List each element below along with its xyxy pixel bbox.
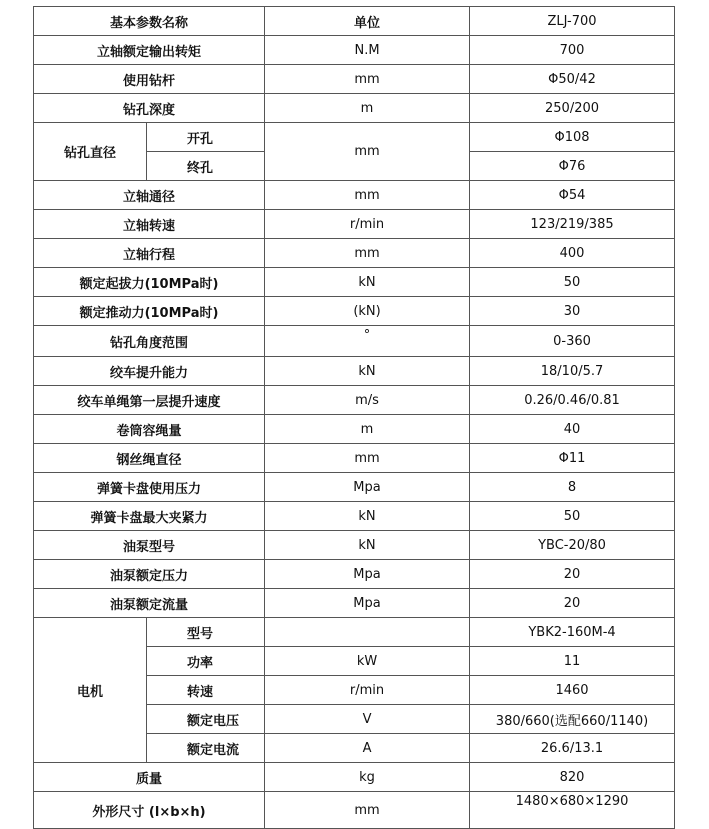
row-unit: Mpa (265, 473, 470, 502)
row-unit: kN (265, 357, 470, 386)
table-row (34, 531, 675, 560)
row-unit: mm (265, 239, 470, 268)
table-row (34, 763, 675, 792)
row-unit: kW (265, 647, 470, 676)
row-value: 700 (470, 36, 675, 65)
row-label: 额定推动力(10MPa时) (34, 297, 265, 326)
row-unit: kN (265, 268, 470, 297)
spec-table (33, 6, 675, 829)
row-unit: N.M (265, 36, 470, 65)
row-unit: mm (265, 444, 470, 473)
row-value: Φ54 (470, 181, 675, 210)
row-unit: r/min (265, 676, 470, 705)
row-value: 40 (470, 415, 675, 444)
table-row (34, 326, 675, 357)
row-value: 1460 (470, 676, 675, 705)
row-value: 11 (470, 647, 675, 676)
row-value: Φ108 (470, 123, 675, 152)
row-label: 钻孔深度 (34, 94, 265, 123)
row-unit: A (265, 734, 470, 763)
row-unit: mm (265, 181, 470, 210)
table-row (34, 473, 675, 502)
row-unit: mm (265, 123, 470, 181)
row-value: 18/10/5.7 (470, 357, 675, 386)
row-label: 油泵额定压力 (34, 560, 265, 589)
row-sub-label: 额定电流 (147, 734, 265, 763)
row-label: 外形尺寸 (l×b×h) (34, 792, 265, 829)
row-group-label: 电机 (34, 618, 147, 763)
row-label: 弹簧卡盘使用压力 (34, 473, 265, 502)
row-value: 1480×680×1290 (470, 792, 675, 829)
row-label: 油泵额定流量 (34, 589, 265, 618)
row-label: 弹簧卡盘最大夹紧力 (34, 502, 265, 531)
row-sub-label: 额定电压 (147, 705, 265, 734)
row-label: 立轴行程 (34, 239, 265, 268)
table-row (34, 268, 675, 297)
row-value: 250/200 (470, 94, 675, 123)
row-value: 50 (470, 268, 675, 297)
row-label: 额定起拔力(10MPa时) (34, 268, 265, 297)
row-unit: mm (265, 65, 470, 94)
table-row (34, 210, 675, 239)
row-sub-label: 功率 (147, 647, 265, 676)
table-row (34, 792, 675, 829)
row-group-label: 钻孔直径 (34, 123, 147, 181)
row-unit: m (265, 415, 470, 444)
row-label: 立轴通径 (34, 181, 265, 210)
row-value: 20 (470, 589, 675, 618)
row-label: 油泵型号 (34, 531, 265, 560)
row-unit: kg (265, 763, 470, 792)
table-row (34, 618, 675, 647)
row-value: 20 (470, 560, 675, 589)
row-sub-label: 终孔 (147, 152, 265, 181)
row-unit: m/s (265, 386, 470, 415)
table-row (34, 65, 675, 94)
row-label: 使用钻杆 (34, 65, 265, 94)
table-row (34, 589, 675, 618)
table-row (34, 444, 675, 473)
row-label: 绞车单绳第一层提升速度 (34, 386, 265, 415)
row-label: 卷筒容绳量 (34, 415, 265, 444)
row-value: 8 (470, 473, 675, 502)
table-row (34, 36, 675, 65)
table-row (34, 94, 675, 123)
row-unit: (kN) (265, 297, 470, 326)
row-sub-label: 开孔 (147, 123, 265, 152)
row-unit: mm (265, 792, 470, 829)
row-value: 50 (470, 502, 675, 531)
row-sub-label: 型号 (147, 618, 265, 647)
row-unit: kN (265, 502, 470, 531)
table-row (34, 239, 675, 268)
table-row (34, 415, 675, 444)
model-header: ZLJ-700 (470, 7, 675, 36)
row-unit: Mpa (265, 589, 470, 618)
row-unit: Mpa (265, 560, 470, 589)
row-unit: m (265, 94, 470, 123)
table-row (34, 181, 675, 210)
row-value: 820 (470, 763, 675, 792)
row-value: 26.6/13.1 (470, 734, 675, 763)
table-row (34, 560, 675, 589)
row-sub-label: 转速 (147, 676, 265, 705)
row-label: 立轴额定输出转矩 (34, 36, 265, 65)
table-row (34, 297, 675, 326)
row-value: Φ76 (470, 152, 675, 181)
row-value: 0-360 (470, 326, 675, 357)
row-label: 立轴转速 (34, 210, 265, 239)
row-label: 钢丝绳直径 (34, 444, 265, 473)
row-value: YBC-20/80 (470, 531, 675, 560)
table-header-row (34, 7, 675, 36)
row-value: Φ50/42 (470, 65, 675, 94)
row-value: 0.26/0.46/0.81 (470, 386, 675, 415)
row-value: YBK2-160M-4 (470, 618, 675, 647)
table-row (34, 386, 675, 415)
row-value: Φ11 (470, 444, 675, 473)
row-unit: kN (265, 531, 470, 560)
param-header: 基本参数名称 (34, 7, 265, 36)
unit-header: 单位 (265, 7, 470, 36)
table-row (34, 502, 675, 531)
table-row (34, 357, 675, 386)
row-value: 400 (470, 239, 675, 268)
row-label: 钻孔角度范围 (34, 326, 265, 357)
row-unit: r/min (265, 210, 470, 239)
row-unit: ° (265, 326, 470, 357)
row-unit: V (265, 705, 470, 734)
row-unit (265, 618, 470, 647)
row-label: 绞车提升能力 (34, 357, 265, 386)
row-value: 123/219/385 (470, 210, 675, 239)
row-value: 380/660(选配660/1140) (470, 705, 675, 734)
row-value: 30 (470, 297, 675, 326)
table-row (34, 123, 675, 152)
row-label: 质量 (34, 763, 265, 792)
